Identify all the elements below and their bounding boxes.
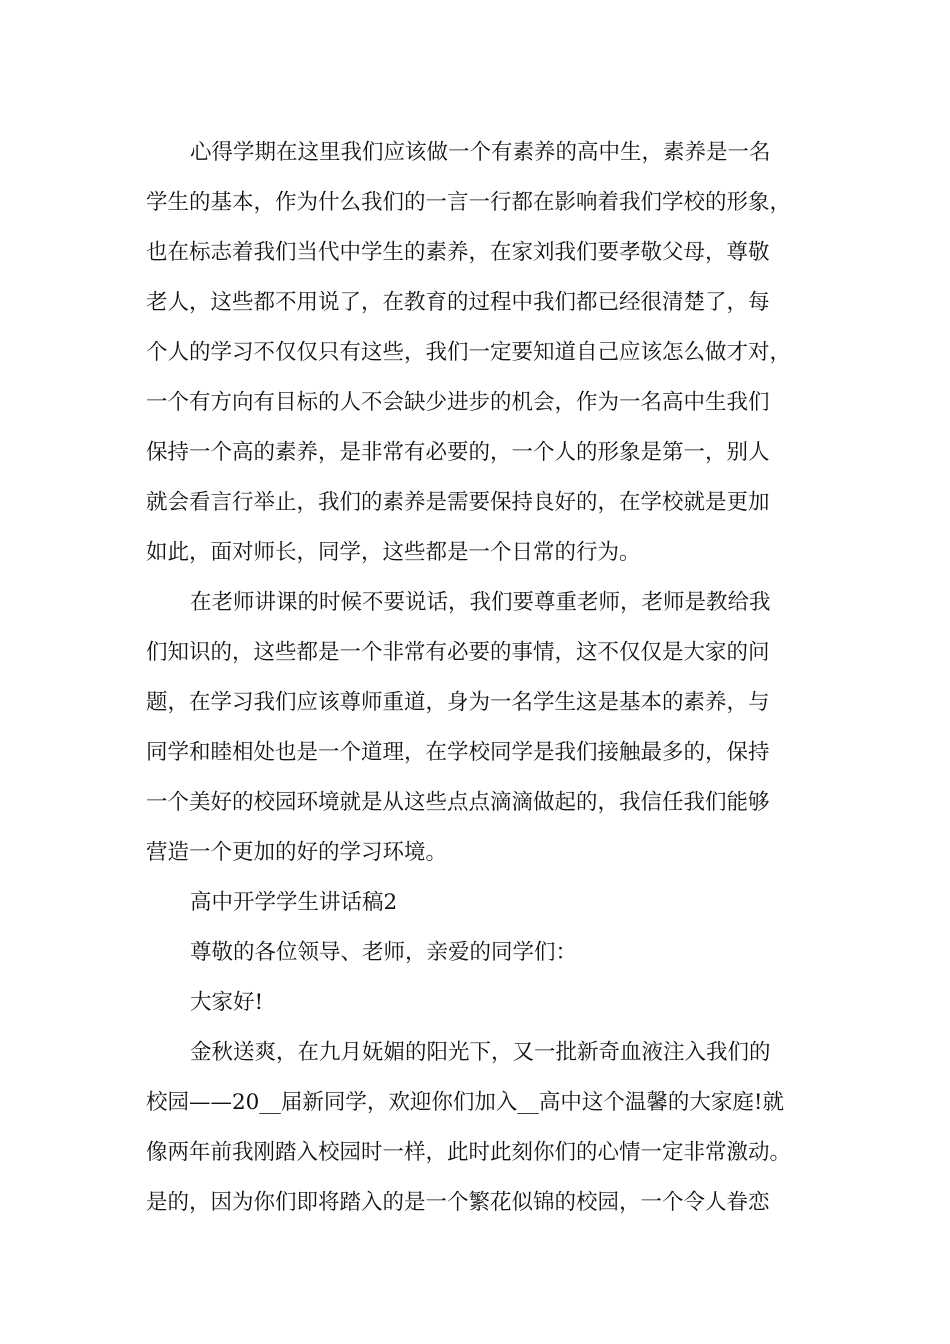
text-line-5: 个人的学习不仅仅只有这些，我们一定要知道自己应该怎么做才对， [146,340,792,365]
text-line-20: 校园——20__届新同学，欢迎你们加入__高中这个温馨的大家庭!就 [146,1090,785,1115]
text-line-11: 们知识的，这些都是一个非常有必要的事情，这不仅仅是大家的问 [146,640,770,665]
document-body [146,128,826,1228]
text-line-13: 同学和睦相处也是一个道理，在学校同学是我们接触最多的，保持 [146,740,770,765]
text-line-14: 一个美好的校园环境就是从这些点点滴滴做起的，我信任我们能够 [146,790,770,815]
text-line-15: 营造一个更加的好的学习环境。 [146,840,448,865]
text-line-8: 就会看言行举止，我们的素养是需要保持良好的，在学校就是更加 [146,490,770,515]
text-line-10: 在老师讲课的时候不要说话，我们要尊重老师，老师是教给我 [190,590,771,615]
text-line-3: 也在标志着我们当代中学生的素养，在家刘我们要孝敬父母，尊敬 [146,240,770,265]
text-line-6: 一个有方向有目标的人不会缺少进步的机会，作为一名高中生我们 [146,390,770,415]
section-heading: 高中开学学生讲话稿2 [190,890,398,915]
text-line-4: 老人，这些都不用说了，在教育的过程中我们都已经很清楚了，每 [146,290,770,315]
text-line-9: 如此，面对师长，同学，这些都是一个日常的行为。 [146,540,641,565]
text-line-22: 是的，因为你们即将踏入的是一个繁花似锦的校园，一个令人眷恋 [146,1190,770,1215]
text-line-7: 保持一个高的素养，是非常有必要的，一个人的形象是第一，别人 [146,440,770,465]
text-line-1: 心得学期在这里我们应该做一个有素养的高中生，素养是一名 [190,140,771,165]
text-line-21: 像两年前我刚踏入校园时一样，此时此刻你们的心情一定非常激动。 [146,1140,792,1165]
text-line-2: 学生的基本，作为什么我们的一言一行都在影响着我们学校的形象， [146,190,792,215]
salutation-line: 尊敬的各位领导、老师，亲爱的同学们： [190,940,578,965]
text-line-19: 金秋送爽，在九月妩媚的阳光下，又一批新奇血液注入我们的 [190,1040,771,1065]
text-line-12: 题，在学习我们应该尊师重道，身为一名学生这是基本的素养，与 [146,690,770,715]
greeting-line: 大家好! [190,990,264,1015]
